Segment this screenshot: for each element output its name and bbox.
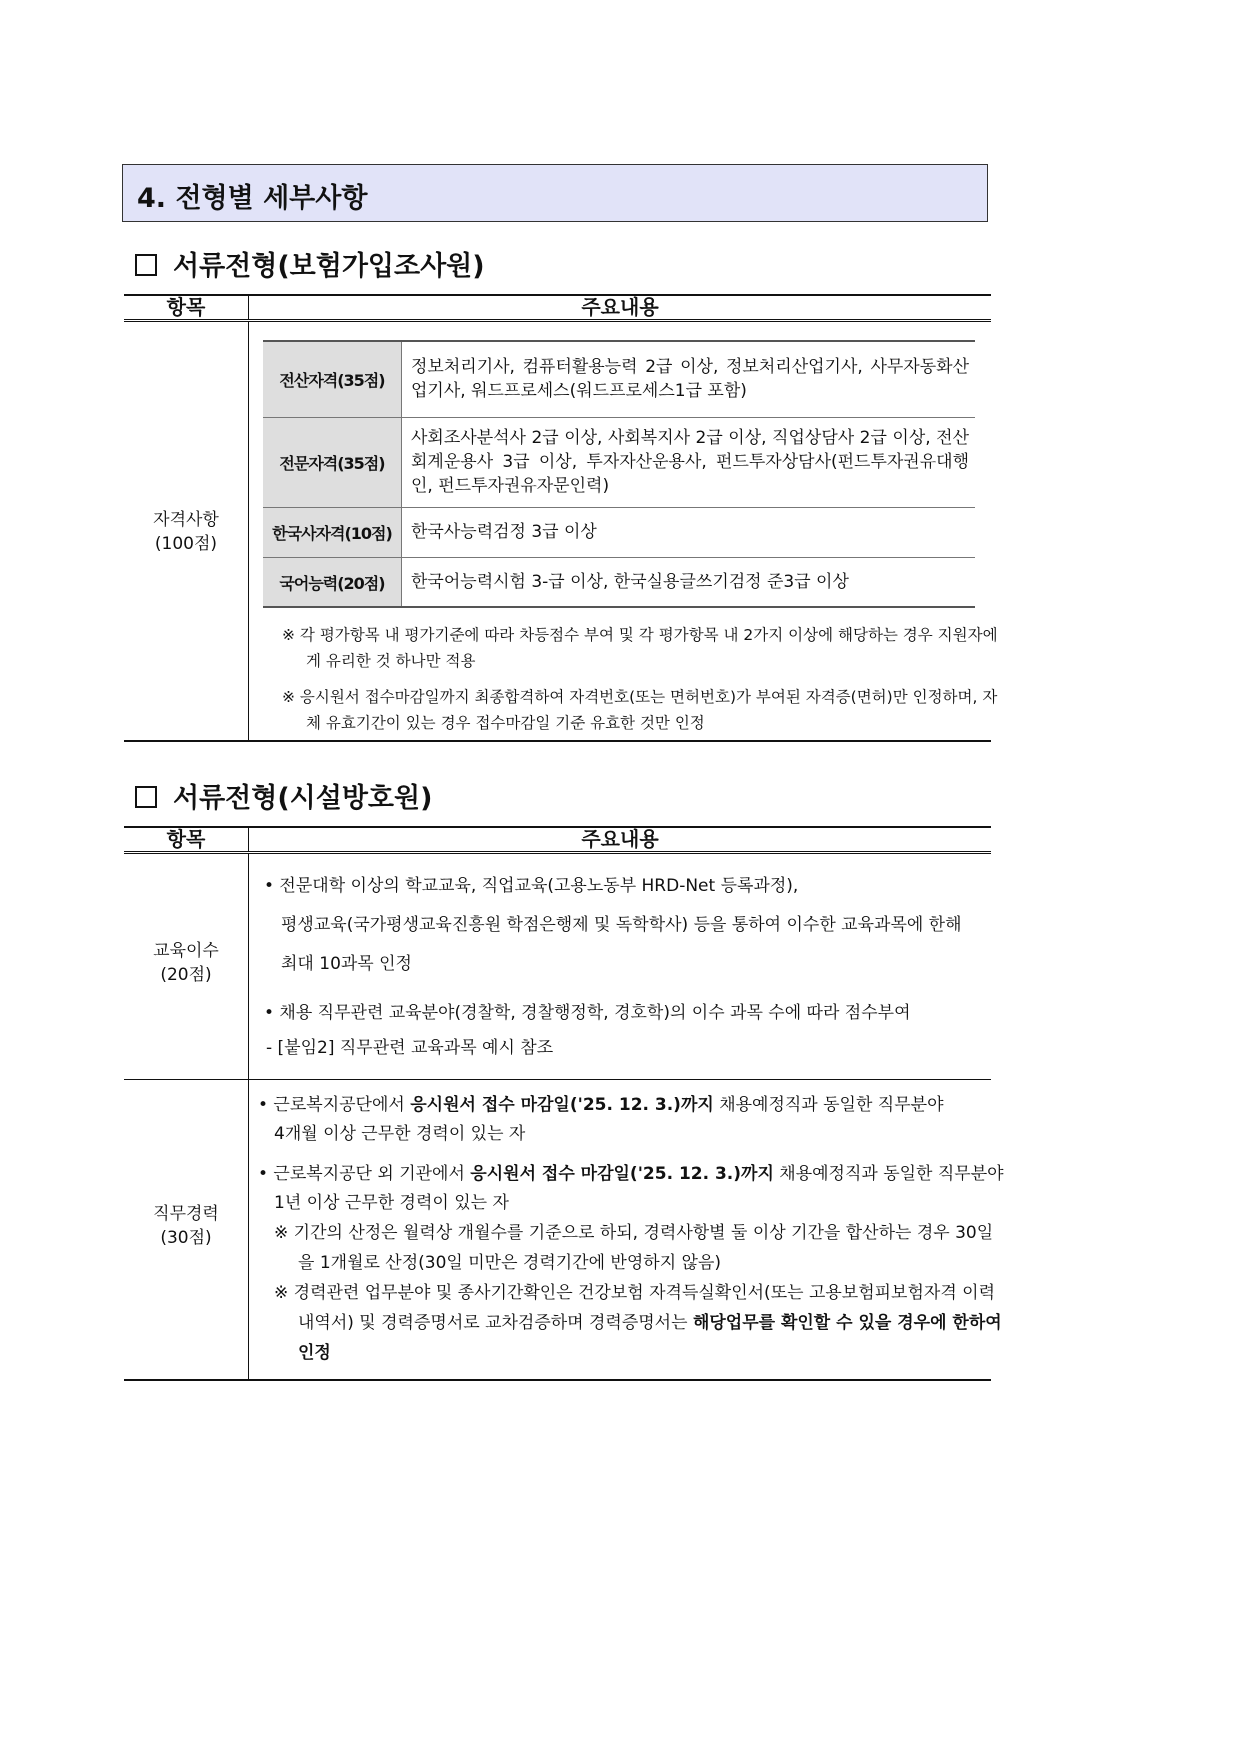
header-item: 항목 bbox=[124, 828, 249, 851]
checkbox-square-icon bbox=[135, 786, 157, 808]
category-points: (100점) bbox=[154, 534, 218, 554]
header-content: 주요내용 bbox=[581, 827, 659, 851]
section2-title-text: 서류전형(시설방호원) bbox=[173, 783, 433, 814]
category-points: (20점) bbox=[160, 965, 212, 985]
career-note: ※ 경력관련 업무분야 및 종사기간확인은 건강보험 자격득실확인서(또는 고용보험피보험자격 이력내역서) 및 경력증명서로 교차검증하며 경력증명서는 해당업무를 확인할 수 있을 경우에 한하여 인정 bbox=[274, 1283, 1002, 1363]
deadline-emphasis: 응시원서 접수 마감일('25. 12. 3.)까지 bbox=[470, 1164, 774, 1184]
category-points: (30점) bbox=[160, 1228, 212, 1248]
row-divider bbox=[124, 1079, 991, 1080]
qualification-label: 국어능력(20점) bbox=[263, 558, 402, 606]
category-name: 교육이수 bbox=[153, 941, 219, 961]
qualification-text: 사회조사분석사 2급 이상, 사회복지사 2급 이상, 직업상담사 2급 이상, 전산회계운용사 3급 이상, 투자자산운용사, 펀드투자상담사(펀드투자권유대행인, 펀드투자권유자문인력) bbox=[411, 428, 969, 496]
edu-bullet: • 채용 직무관련 교육분야(경찰학, 경찰행정학, 경호학)의 이수 과목 수에 따라 점수부여 bbox=[264, 1003, 911, 1023]
table-bottom-border bbox=[124, 1379, 991, 1381]
verification-emphasis: 해당업무를 확인할 수 있을 경우에 한하여 인정 bbox=[298, 1313, 1002, 1363]
category-cell bbox=[124, 939, 248, 987]
deadline-emphasis: 응시원서 접수 마감일('25. 12. 3.)까지 bbox=[410, 1095, 714, 1115]
column-divider bbox=[248, 322, 249, 740]
category-name: 자격사항 bbox=[153, 510, 219, 530]
note: ※ 각 평가항목 내 평가기준에 따라 차등점수 부여 및 각 평가항목 내 2가지 이상에 해당하는 경우 지원자에게 유리한 것 하나만 적용 bbox=[282, 626, 998, 670]
header-content: 주요내용 bbox=[581, 295, 659, 319]
qualification-text: 한국사능력검정 3급 이상 bbox=[411, 522, 597, 542]
table-header bbox=[124, 826, 991, 854]
category-name: 직무경력 bbox=[153, 1204, 219, 1224]
category-cell bbox=[124, 508, 248, 556]
career-bullet-line: 4개월 이상 근무한 경력이 있는 자 bbox=[274, 1124, 526, 1144]
edu-reference: - [붙임2] 직무관련 교육과목 예시 참조 bbox=[266, 1038, 554, 1058]
qualification-row bbox=[263, 508, 975, 558]
qualification-table bbox=[263, 340, 975, 606]
qualification-label: 한국사자격(10점) bbox=[263, 508, 402, 557]
qualification-row bbox=[263, 342, 975, 418]
section1-title bbox=[135, 244, 485, 283]
qualification-row bbox=[263, 418, 975, 508]
qualification-row bbox=[263, 558, 975, 608]
edu-bullet-line: 최대 10과목 인정 bbox=[281, 954, 412, 974]
career-bullet: • 근로복지공단에서 응시원서 접수 마감일('25. 12. 3.)까지 채용예정직과 동일한 직무분야 bbox=[258, 1095, 944, 1115]
section2-title bbox=[135, 776, 432, 815]
header-item: 항목 bbox=[124, 296, 249, 319]
note: ※ 응시원서 접수마감일까지 최종합격하여 자격번호(또는 면허번호)가 부여된 자격증(면허)만 인정하며, 자체 유효기간이 있는 경우 접수마감일 기준 유효한 것만 인정 bbox=[282, 688, 998, 732]
qualification-label: 전산자격(35점) bbox=[263, 342, 402, 417]
section-heading-box bbox=[122, 164, 988, 222]
table-bottom-border bbox=[124, 740, 991, 742]
edu-bullet-line: 평생교육(국가평생교육진흥원 학점은행제 및 독학학사) 등을 통하여 이수한 교육과목에 한해 bbox=[281, 915, 962, 935]
qualification-label: 전문자격(35점) bbox=[263, 418, 402, 507]
career-note: ※ 기간의 산정은 월력상 개월수를 기준으로 하되, 경력사항별 둘 이상 기간을 합산하는 경우 30일을 1개월로 산정(30일 미만은 경력기간에 반영하지 않음) bbox=[274, 1223, 994, 1273]
qualification-text: 한국어능력시험 3-급 이상, 한국실용글쓰기검정 준3급 이상 bbox=[411, 572, 849, 592]
section1-title-text: 서류전형(보험가입조사원) bbox=[173, 251, 485, 282]
category-cell bbox=[124, 1202, 248, 1250]
career-bullet: • 근로복지공단 외 기관에서 응시원서 접수 마감일('25. 12. 3.)까지 채용예정직과 동일한 직무분야 bbox=[258, 1164, 1004, 1184]
qualification-text: 정보처리기사, 컴퓨터활용능력 2급 이상, 정보처리산업기사, 사무자동화산업기사, 워드프로세스(워드프로세스1급 포함) bbox=[411, 357, 969, 401]
section1-table bbox=[124, 294, 998, 742]
section-heading: 4. 전형별 세부사항 bbox=[137, 183, 368, 214]
table-header bbox=[124, 294, 991, 322]
column-divider bbox=[248, 854, 249, 1379]
career-bullet-line: 1년 이상 근무한 경력이 있는 자 bbox=[274, 1193, 509, 1213]
section2-table bbox=[124, 826, 1004, 1381]
checkbox-square-icon bbox=[135, 254, 157, 276]
edu-bullet-line: • 전문대학 이상의 학교교육, 직업교육(고용노동부 HRD-Net 등록과정), bbox=[264, 876, 799, 896]
